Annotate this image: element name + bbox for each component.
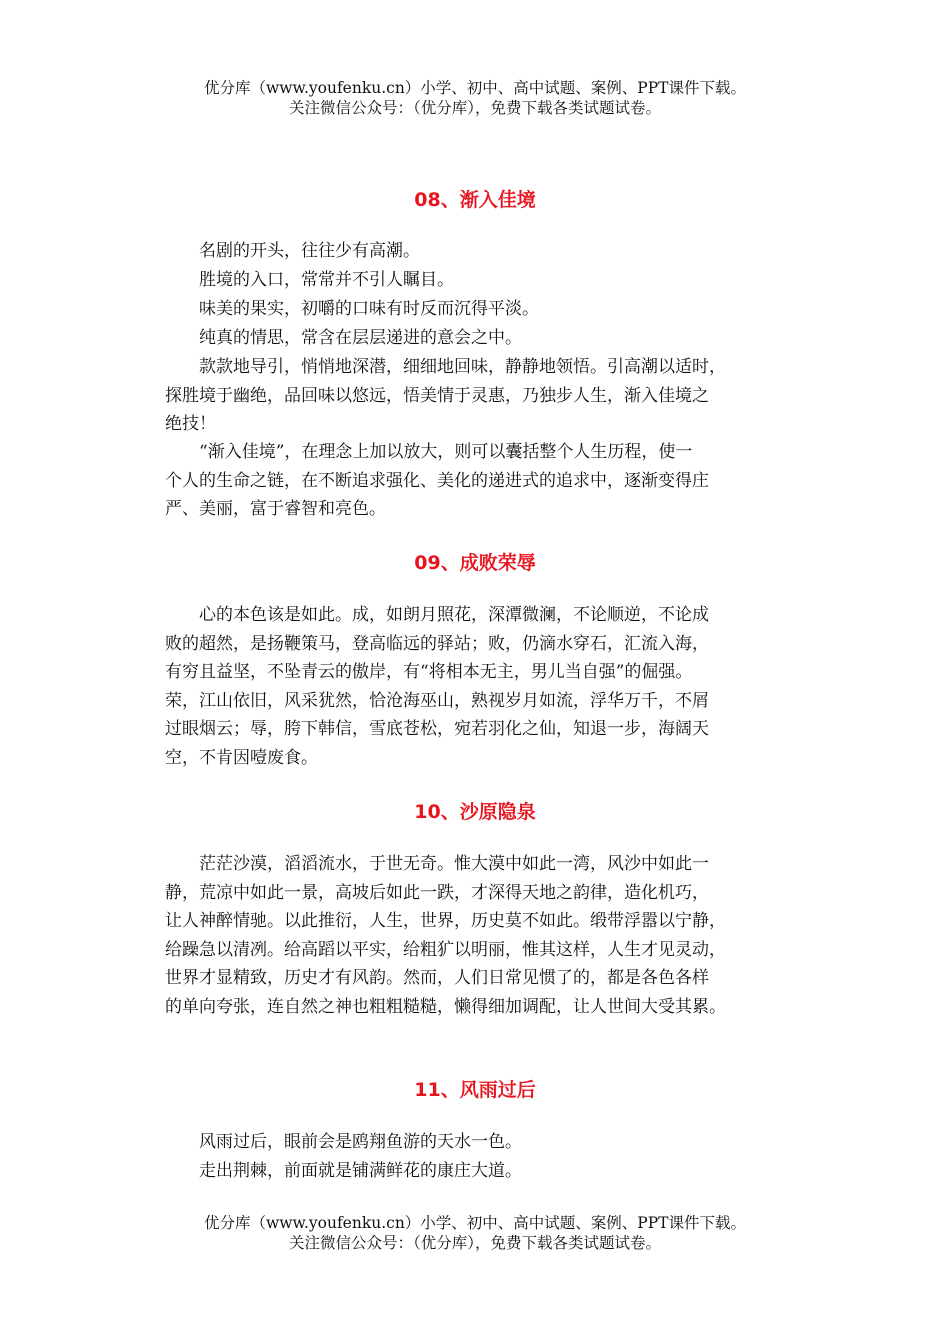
text-line: 有穷且益坚，不坠青云的傲岸，有“将相本无主，男儿当自强”的倔强。 (165, 662, 693, 682)
text-line: 静，荒凉中如此一景，高坡后如此一跌，才深得天地之韵律，造化机巧， (165, 882, 709, 903)
text-line: 让人神醉情驰。以此推衍，人生，世界，历史莫不如此。缎带浮嚣以宁静， (165, 911, 726, 931)
header-line-2: 关注微信公众号：（优分库），免费下载各类试题试卷。 (288, 99, 661, 117)
text-line: 款款地导引，悄悄地深潜，细细地回味，静静地领悟。引高潮以适时， (165, 357, 726, 377)
section-10-paragraph-1 (165, 850, 790, 1021)
text-line: 探胜境于幽绝，品回味以悠远，悟美情于灵惠，乃独步人生，渐入佳境之 (165, 385, 709, 406)
section-08-paragraph-6 (165, 438, 790, 524)
section-10-title: 10、沙原隐泉 (414, 801, 536, 823)
section-11-paragraph-2: 走出荆棘，前面就是铺满鲜花的康庄大道。 (165, 1161, 522, 1181)
text-line: 绝技！ (165, 414, 216, 434)
section-11-title: 11、风雨过后 (414, 1079, 536, 1101)
section-08-paragraph-2: 胜境的入口，常常并不引人瞩目。 (165, 270, 454, 290)
footer-line-1: 优分库（www.youfenku.cn）小学、初中、高中试题、案例、PPT课件下载。 (203, 1214, 747, 1232)
section-08-title: 08、渐入佳境 (414, 189, 536, 211)
text-line: 给躁急以清冽。给高蹈以平实，给粗犷以明丽，惟其这样，人生才见灵动， (165, 939, 726, 960)
text-line: 空，不肯因噎废食。 (165, 747, 318, 768)
text-line: 心的本色该是如此。成，如朗月照花，深潭微澜，不论顺逆，不论成 (165, 605, 709, 625)
text-line: 世界才显精致，历史才有风韵。然而，人们日常见惯了的，都是各色各样 (165, 968, 709, 988)
text-line: 个人的生命之链，在不断追求强化、美化的递进式的追求中，逐渐变得庄 (165, 470, 709, 491)
section-08-paragraph-3: 味美的果实，初嚼的口味有时反而沉得平淡。 (165, 299, 539, 319)
section-09-title: 09、成败荣辱 (414, 552, 536, 574)
text-line: 荣，江山依旧，风采犹然，恰沧海巫山，熟视岁月如流，浮华万千，不屑 (165, 690, 709, 711)
section-08-paragraph-5 (165, 353, 790, 439)
text-line: 的单向夸张，连自然之神也粗粗糙糙，懒得细加调配，让人世间大受其累。 (165, 996, 726, 1017)
section-08-paragraph-4: 纯真的情思，常含在层层递进的意会之中。 (165, 328, 522, 348)
section-11-paragraph-1: 风雨过后，眼前会是鸥翔鱼游的天水一色。 (165, 1132, 522, 1152)
text-line: 茫茫沙漠，滔滔流水，于世无奇。惟大漠中如此一湾，风沙中如此一 (165, 854, 709, 874)
section-09-paragraph-1 (165, 601, 790, 772)
text-line: “渐入佳境”，在理念上加以放大，则可以囊括整个人生历程，使一 (165, 442, 693, 462)
text-line: 过眼烟云；辱，胯下韩信，雪底苍松，宛若羽化之仙，知退一步，海阔天 (165, 719, 709, 739)
text-line: 严、美丽，富于睿智和亮色。 (165, 499, 386, 519)
text-line: 败的超然，是扬鞭策马，登高临远的驿站；败，仍滴水穿石，汇流入海， (165, 633, 709, 654)
section-08-paragraph-1: 名剧的开头，往往少有高潮。 (165, 241, 420, 261)
page-footer (0, 1213, 950, 1253)
header-line-1: 优分库（www.youfenku.cn）小学、初中、高中试题、案例、PPT课件下载。 (203, 79, 747, 97)
footer-line-2: 关注微信公众号：（优分库），免费下载各类试题试卷。 (288, 1234, 661, 1252)
